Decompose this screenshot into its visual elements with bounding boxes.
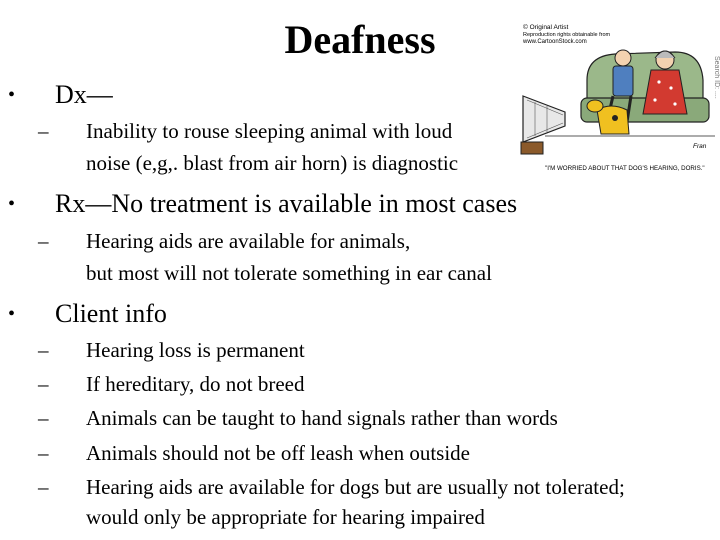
dog-head xyxy=(587,100,603,112)
cartoon-side-text: Search ID: .... xyxy=(713,56,720,99)
dash: – xyxy=(38,406,49,430)
cartoon-signature: Fran xyxy=(693,143,707,150)
sub-text-line: Hearing aids are available for animals, xyxy=(86,229,411,253)
dash: – xyxy=(38,338,49,362)
sub-text-line: would only be appropriate for hearing impaired xyxy=(86,505,485,529)
cartoon-site: www.CartoonStock.com xyxy=(523,39,587,45)
sub-text-line: but most will not tolerate something in ear canal xyxy=(86,261,492,285)
slide-title: Deafness xyxy=(284,17,436,62)
bullet-dot: • xyxy=(8,193,16,215)
dash: – xyxy=(38,229,49,253)
man-head xyxy=(615,50,631,66)
dash: – xyxy=(38,372,49,396)
dash: – xyxy=(38,119,49,143)
bullet-dx-text: Dx— xyxy=(55,80,113,109)
woman-dress xyxy=(643,70,687,114)
cartoon-copyright: © Original Artist xyxy=(523,24,569,31)
sub-text-line: Animals can be taught to hand signals rather than words xyxy=(86,406,558,430)
bullet-client-info-text: Client info xyxy=(55,299,167,328)
dash: – xyxy=(38,441,49,465)
bullet-dot: • xyxy=(8,84,16,106)
cartoon-copyright-line2: Reproduction rights obtainable from xyxy=(523,32,611,38)
cartoon-caption: "I'M WORRIED ABOUT THAT DOG'S HEARING, DORIS." xyxy=(545,165,705,172)
sub-text-line: Inability to rouse sleeping animal with loud xyxy=(86,119,453,143)
sub-text-line: noise (e,g,. blast from air horn) is diagnostic xyxy=(86,151,459,175)
man-body xyxy=(613,66,633,96)
bullet-rx-text: Rx—No treatment is available in most cases xyxy=(55,189,518,218)
gramophone-horn xyxy=(523,96,565,142)
sub-text-line: Animals should not be off leash when outside xyxy=(86,441,470,465)
gramophone-base xyxy=(521,142,543,154)
bullet-dot: • xyxy=(8,303,16,325)
dash: – xyxy=(38,475,49,499)
cartoon-illustration xyxy=(515,18,720,178)
sub-text-line: If hereditary, do not breed xyxy=(86,372,305,396)
dog-spot xyxy=(612,115,618,121)
sub-text-line: Hearing loss is permanent xyxy=(86,338,305,362)
sub-text-line: Hearing aids are available for dogs but are usually not tolerated; xyxy=(86,475,625,499)
